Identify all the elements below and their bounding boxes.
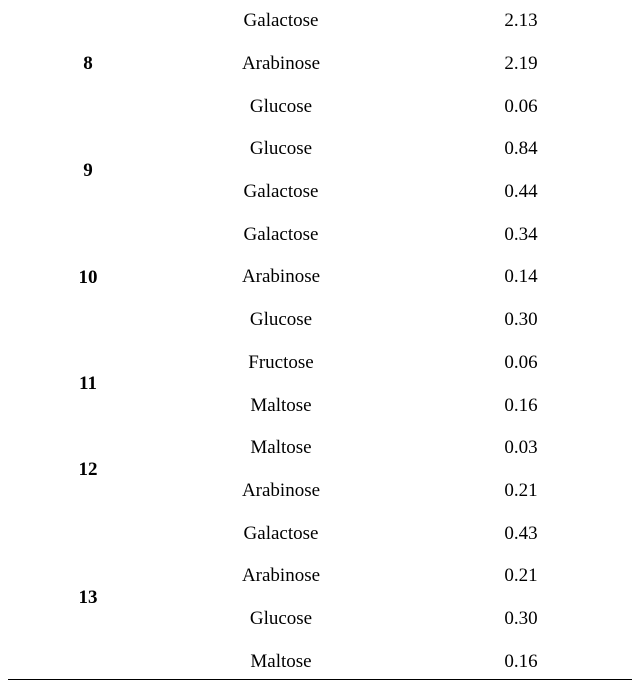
value-cell: 0.16 — [504, 650, 538, 672]
value-cell: 0.84 — [504, 138, 538, 160]
group-label: 9 — [83, 159, 93, 181]
value-cell: 0.16 — [504, 394, 538, 416]
value-cell: 2.19 — [504, 53, 538, 75]
value-cell: 2.13 — [504, 10, 538, 32]
sugar-table — [8, 0, 632, 683]
group-label: 12 — [78, 458, 98, 480]
sugar-name-cell: Glucose — [249, 138, 313, 160]
sugar-name-cell: Fructose — [248, 351, 314, 373]
group-label: 8 — [83, 53, 93, 75]
group-label: 13 — [78, 586, 98, 608]
sugar-name-cell: Maltose — [250, 650, 312, 672]
value-cell: 0.21 — [504, 565, 538, 587]
sugar-name-cell: Arabinose — [241, 266, 321, 288]
value-cell: 0.34 — [504, 223, 538, 245]
sugar-name-cell: Maltose — [250, 394, 312, 416]
sugar-name-cell: Galactose — [243, 181, 319, 203]
sugar-name-cell: Galactose — [243, 223, 319, 245]
sugar-name-cell: Glucose — [249, 309, 313, 331]
sugar-name-cell: Arabinose — [241, 479, 321, 501]
value-cell: 0.14 — [504, 266, 538, 288]
sugar-name-cell: Arabinose — [241, 565, 321, 587]
value-cell: 0.06 — [504, 351, 538, 373]
value-cell: 0.06 — [504, 95, 538, 117]
table-bottom-rule — [8, 679, 632, 680]
value-cell: 0.30 — [504, 607, 538, 629]
value-cell: 0.44 — [504, 181, 538, 203]
sugar-name-cell: Galactose — [243, 10, 319, 32]
value-cell: 0.30 — [504, 309, 538, 331]
group-label: 10 — [78, 266, 98, 288]
sugar-name-cell: Arabinose — [241, 53, 321, 75]
value-cell: 0.21 — [504, 479, 538, 501]
sugar-name-cell: Glucose — [249, 95, 313, 117]
sugar-name-cell: Glucose — [249, 607, 313, 629]
group-label: 11 — [79, 373, 97, 395]
sugar-name-cell: Galactose — [243, 522, 319, 544]
sugar-name-cell: Maltose — [250, 437, 312, 459]
value-cell: 0.43 — [504, 522, 538, 544]
value-cell: 0.03 — [504, 437, 538, 459]
